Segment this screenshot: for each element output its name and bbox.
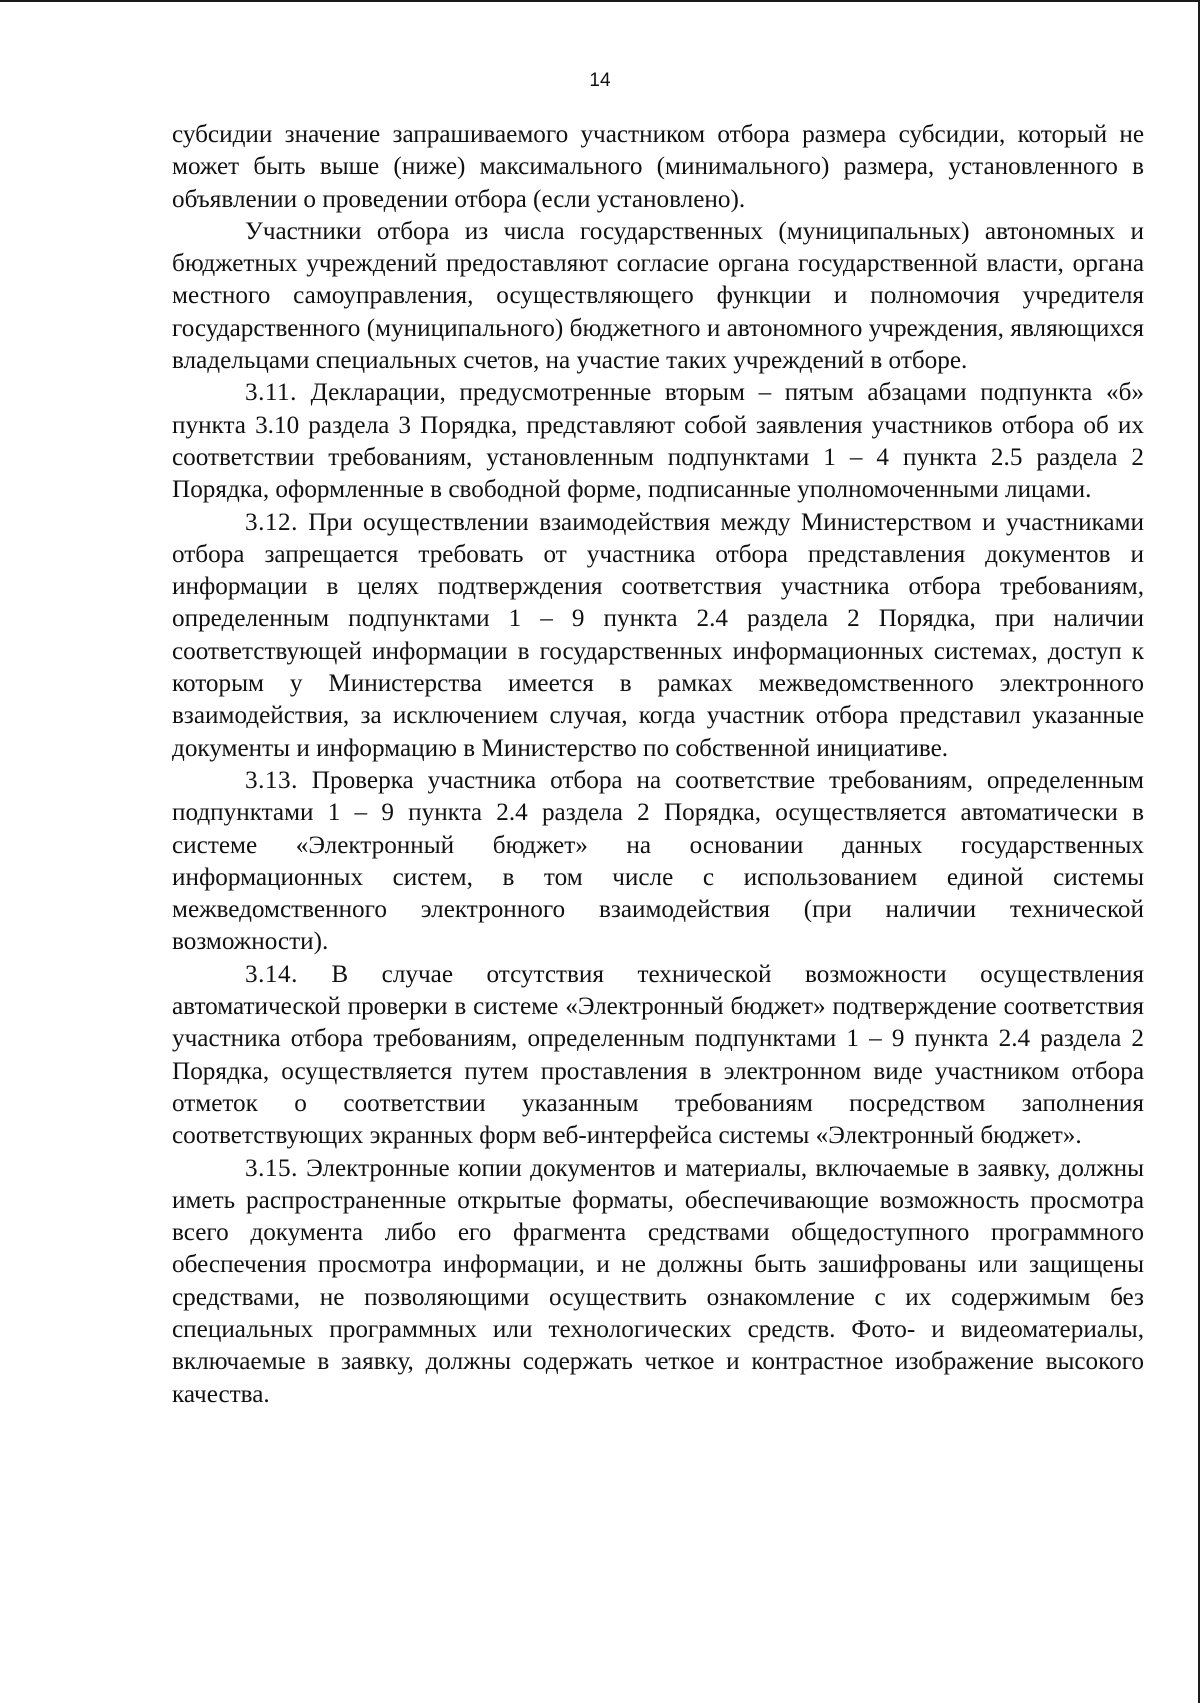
- paragraph-number: 3.14.: [245, 960, 298, 988]
- paragraph-3-13: [172, 765, 1144, 959]
- paragraph-continuation: [172, 119, 1144, 216]
- paragraph-text: Декларации, предусмотренные вторым – пятым абзацами подпункта «б» пункта 3.10 раздела 3 Порядка, представляют собой заявления участников отбора об их соответствии требованиям, установленным подпунктами 1 – 4 пункта 2.5 раздела 2 Порядка, оформленные в свободной форме, подписанные уполномоченными лицами.: [172, 379, 1145, 504]
- paragraph-number: 3.12.: [245, 508, 298, 536]
- paragraph-text: Электронные копии документов и материалы, включаемые в заявку, должны иметь распространенные открытые форматы, обеспечивающие возможность просмотра всего документа либо его фрагмента средствами общедоступного программного обеспечения просмотра информации, и не должны быть зашифрованы или защищены средствами, не позволяющими осуществить ознакомление с их содержимым без специальных программных или технологических средств. Фото- и видеоматериалы, включаемые в заявку, должны содержать четкое и контрастное изображение высокого качества.: [172, 1154, 1145, 1408]
- page-number: 14: [589, 70, 611, 91]
- paragraph-number: 3.13.: [245, 766, 298, 794]
- paragraph-3-15: [172, 1153, 1144, 1411]
- paragraph-participants-consent: [172, 216, 1144, 377]
- scan-edge-top: [0, 0, 1200, 2]
- paragraph-text: При осуществлении взаимодействия между Министерством и участниками отбора запрещается требовать от участника отбора представления документов и информации в целях подтверждения соответствия участника отбора требованиям, определенным подпунктами 1 – 9 пункта 2.4 раздела 2 Порядка, при наличии соответствующей информации в государственных информационных системах, доступ к которым у Министерства имеется в рамках межведомственного электронного взаимодействия, за исключением случая, когда участник отбора представил указанные документы и информацию в Министерство по собственной инициативе.: [172, 508, 1145, 762]
- paragraph-number: 3.15.: [245, 1154, 298, 1182]
- body-text: [172, 119, 1144, 1411]
- paragraph-number: 3.11.: [245, 379, 297, 407]
- paragraph-3-14: [172, 959, 1144, 1153]
- paragraph-3-12: [172, 507, 1144, 765]
- paragraph-3-11: [172, 377, 1144, 506]
- paragraph-text: В случае отсутствия технической возможности осуществления автоматической проверки в системе «Электронный бюджет» подтверждение соответствия участника отбора требованиям, определенным подпунктами 1 – 9 пункта 2.4 раздела 2 Порядка, осуществляется путем проставления в электронном виде участником отбора отметок о соответствии указанным требованиям посредством заполнения соответствующих экранных форм веб-интерфейса системы «Электронный бюджет».: [172, 960, 1144, 1150]
- paragraph-text: Участники отбора из числа государственных (муниципальных) автономных и бюджетных учреждений предоставляют согласие органа государственной власти, органа местного самоуправления, осуществляющего функции и полномочия учредителя государственного (муниципального) бюджетного и автономного учреждения, являющихся владельцами специальных счетов, на участие таких учреждений в отборе.: [172, 217, 1144, 375]
- paragraph-text: субсидии значение запрашиваемого участником отбора размера субсидии, который не может быть выше (ниже) максимального (минимального) размера, установленного в объявлении о проведении отбора (если установлено).: [172, 121, 1144, 213]
- paragraph-text: Проверка участника отбора на соответствие требованиям, определенным подпунктами 1 – 9 пункта 2.4 раздела 2 Порядка, осуществляется автоматически в системе «Электронный бюджет» на основании данных государственных информационных систем, в том числе с использованием единой системы межведомственного электронного взаимодействия (при наличии технической возможности).: [172, 766, 1144, 956]
